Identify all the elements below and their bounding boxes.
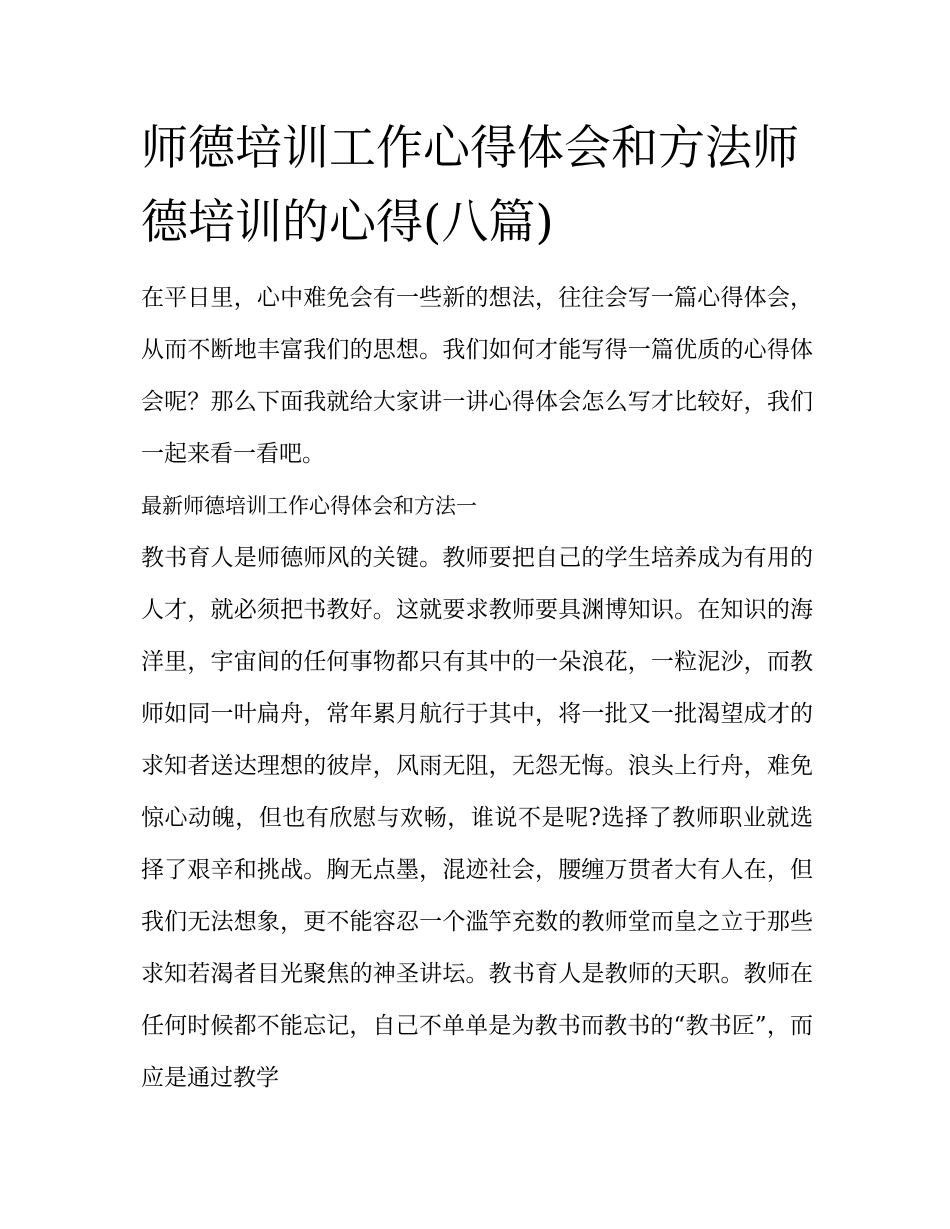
document-page xyxy=(141,112,813,1104)
intro-paragraph: 在平日里，心中难免会有一些新的想法，往往会写一篇心得体会，从而不断地丰富我们的思想。我们如何才能写得一篇优质的心得体会呢？那么下面我就给大家讲一讲心得体会怎么写才比较好，我们一起来看一看吧。 xyxy=(141,285,813,467)
section-heading: 最新师德培训工作心得体会和方法一 xyxy=(141,494,477,518)
document-title: 师德培训工作心得体会和方法师德培训的心得(八篇) xyxy=(141,121,799,250)
section-body-paragraph: 教书育人是师德师风的关键。教师要把自己的学生培养成为有用的人才，就必须把书教好。这就要求教师要具渊博知识。在知识的海洋里，宇宙间的任何事物都只有其中的一朵浪花，一粒泥沙，而教师如同一叶扁舟，常年累月航行于其中，将一批又一批渴望成才的求知者送达理想的彼岸，风雨无阻，无怨无悔。浪头上行舟，难免惊心动魄，但也有欣慰与欢畅，谁说不是呢?选择了教师职业就选择了艰辛和挑战。胸无点墨，混迹社会，腰缠万贯者大有人在，但我们无法想象，更不能容忍一个滥竽充数的教师堂而皇之立于那些求知若渴者目光聚焦的神圣讲坛。教书育人是教师的天职。教师在任何时候都不能忘记，自己不单单是为教书而教书的“教书匠”，而应是通过教学 xyxy=(141,545,813,1091)
